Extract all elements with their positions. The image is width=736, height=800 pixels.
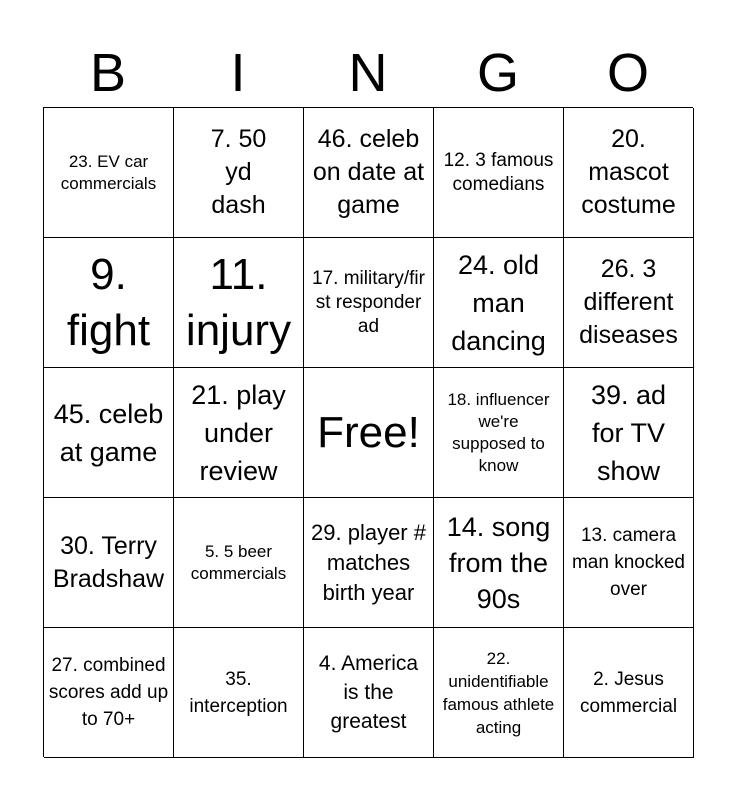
bingo-cell[interactable]: [434, 368, 564, 498]
cell-text: 26. 3 different diseases: [579, 255, 678, 349]
cell-text: 17. military/first responder ad: [312, 267, 425, 337]
bingo-cell[interactable]: [434, 108, 564, 238]
cell-text: 4. America is the greatest: [318, 652, 419, 733]
cell-text: 12. 3 famous comedians: [443, 149, 554, 195]
cell-text: 23. EV car commercials: [60, 151, 157, 193]
cell-text: 9. fight: [66, 249, 151, 355]
bingo-cell[interactable]: [304, 108, 434, 238]
bingo-cell[interactable]: [174, 108, 304, 238]
bingo-cell[interactable]: [304, 238, 434, 368]
bingo-cell[interactable]: [174, 368, 304, 498]
header-letter-o: O: [606, 43, 649, 103]
cell-text: 24. old man dancing: [451, 249, 546, 356]
bingo-cell[interactable]: [174, 498, 304, 628]
cell-text: 21. play under review: [191, 379, 286, 486]
bingo-cell[interactable]: [174, 238, 304, 368]
cell-text: 7. 50 yd dash: [210, 125, 267, 219]
bingo-cell[interactable]: [434, 628, 564, 758]
bingo-cell[interactable]: [564, 108, 694, 238]
cell-text: 30. Terry Bradshaw: [52, 531, 165, 593]
cell-text: 2. Jesus commercial: [579, 668, 678, 717]
header-letter-b: B: [89, 43, 127, 103]
cell-text: 39. ad for TV show: [590, 379, 667, 486]
cell-text: 46. celeb on date at game: [312, 125, 425, 219]
bingo-cell[interactable]: [44, 238, 174, 368]
bingo-grid: [43, 107, 693, 757]
bingo-cell[interactable]: [564, 238, 694, 368]
bingo-cell[interactable]: [44, 108, 174, 238]
bingo-cell[interactable]: [434, 498, 564, 628]
bingo-cell[interactable]: [304, 628, 434, 758]
header-letter-n: N: [348, 43, 388, 103]
bingo-cell[interactable]: [564, 498, 694, 628]
cell-text: 29. player # matches birth year: [311, 519, 426, 605]
bingo-cell[interactable]: [564, 628, 694, 758]
cell-text: 13. camera man knocked over: [571, 525, 685, 600]
bingo-cell[interactable]: [44, 628, 174, 758]
header-letter-g: G: [476, 43, 519, 103]
cell-text: 35. interception: [189, 668, 288, 717]
cell-text: 45. celeb at game: [53, 398, 164, 467]
cell-text: 22. unidentifiable famous athlete acting: [442, 648, 555, 737]
header-letter-i: I: [230, 43, 246, 103]
cell-text: 11. injury: [185, 249, 292, 355]
bingo-header: [43, 40, 693, 106]
cell-text: Free!: [317, 407, 420, 457]
bingo-cell[interactable]: [564, 368, 694, 498]
cell-text: 18. influencer we're supposed to know: [447, 389, 550, 475]
bingo-cell[interactable]: [44, 368, 174, 498]
bingo-cell[interactable]: [174, 628, 304, 758]
cell-text: 14. song from the 90s: [446, 511, 551, 614]
cell-text: 20. mascot costume: [581, 125, 676, 219]
cell-text: 5. 5 beer commercials: [190, 541, 287, 583]
cell-text: 27. combined scores add up to 70+: [48, 655, 169, 730]
bingo-cell[interactable]: [304, 498, 434, 628]
bingo-cell[interactable]: [44, 498, 174, 628]
bingo-cell[interactable]: [304, 368, 434, 498]
bingo-cell[interactable]: [434, 238, 564, 368]
